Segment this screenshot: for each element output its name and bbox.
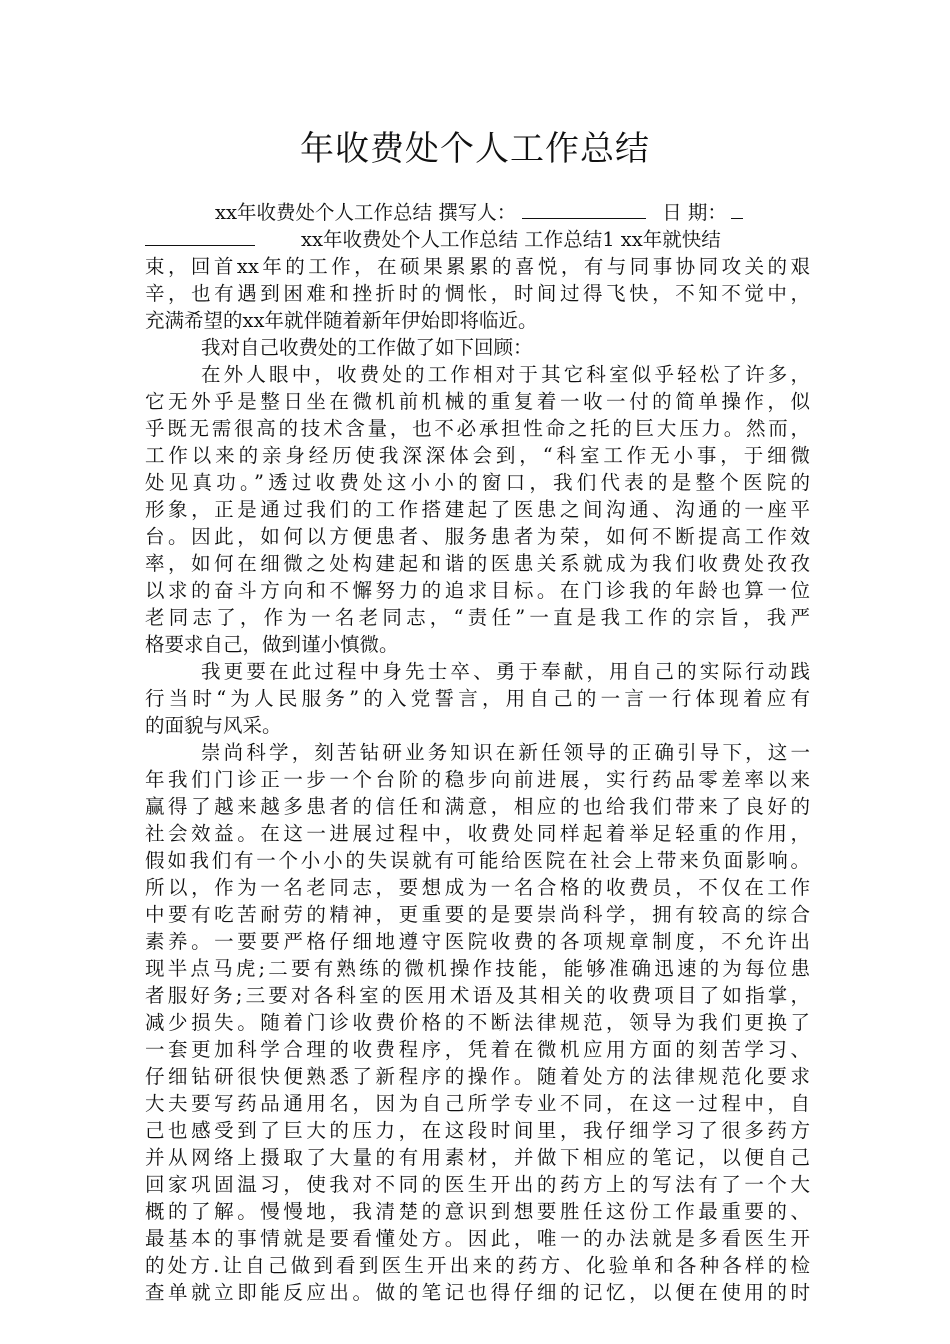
text-line: 老同志了，作为一名老同志，“责任”一直是我工作的宗旨，我严	[145, 606, 810, 629]
text-line: 工作以来的亲身经历使我深深体会到，“科室工作无小事，于细微	[145, 444, 810, 467]
meta-lead: xx年收费处个人工作总结 撰写人：	[215, 201, 517, 224]
text-line: 仔细钻研很快便熟悉了新程序的操作。随着处方的法律规范化要求	[145, 1065, 810, 1088]
paragraph-start: 在外人眼中，收费处的工作相对于其它科室似乎轻松了许多，	[201, 363, 810, 386]
text-line: 充满希望的xx年就伴随着新年伊始即将临近。	[145, 309, 538, 332]
text-line: 赢得了越来越多患者的信任和满意，相应的也给我们带来了良好的	[145, 795, 810, 818]
document-body	[145, 199, 810, 1306]
text-line: 所以，作为一名老同志，要想成为一名合格的收费员，不仅在工作	[145, 876, 810, 899]
text-line: 格要求自己，做到谨小慎微。	[145, 633, 399, 656]
text-line: 素养。一要要严格仔细地遵守医院收费的各项规章制度，不允许出	[145, 930, 810, 953]
meta-line-2-text: xx年收费处个人工作总结 工作总结1 xx年就快结	[301, 228, 721, 251]
paragraph-start: 崇尚科学，刻苦钻研业务知识在新任领导的正确引导下，这一	[201, 741, 810, 764]
text-line: 率，如何在细微之处构建起和谐的医患关系就成为我们收费处孜孜	[145, 552, 810, 575]
text-line: 台。因此，如何以方便患者、服务患者为荣，如何不断提高工作效	[145, 525, 810, 548]
text-line: 处见真功。”透过收费处这小小的窗口，我们代表的是整个医院的	[145, 471, 810, 494]
text-line: 一套更加科学合理的收费程序，凭着在微机应用方面的刻苦学习、	[145, 1038, 810, 1061]
text-line: 并从网络上摄取了大量的有用素材，并做下相应的笔记，以便自己	[145, 1146, 810, 1169]
date-label: 日 期：	[662, 201, 727, 224]
text-line: 中要有吃苦耐劳的精神，更重要的是要崇尚科学，拥有较高的综合	[145, 903, 810, 926]
text-line: 最基本的事情就是要看懂处方。因此，唯一的办法就是多看医生开	[145, 1227, 810, 1250]
text-line: 年我们门诊正一步一个台阶的稳步向前进展，实行药品零差率以来	[145, 768, 810, 791]
date-blank-start	[731, 200, 743, 219]
text-line: 己也感受到了巨大的压力，在这段时间里，我仔细学习了很多药方	[145, 1119, 810, 1142]
text-line: 回家巩固温习，使我对不同的医生开出的药方上的写法有了一个大	[145, 1173, 810, 1196]
text-line: 行当时“为人民服务”的入党誓言，用自己的一言一行体现着应有	[145, 687, 810, 710]
text-line: 假如我们有一个小小的失误就有可能给医院在社会上带来负面影响。	[145, 849, 810, 872]
author-blank	[522, 200, 646, 219]
text-line: 形象，正是通过我们的工作搭建起了医患之间沟通、沟通的一座平	[145, 498, 810, 521]
text-line: 减少损失。随着门诊收费价格的不断法律规范，领导为我们更换了	[145, 1011, 810, 1034]
text-line: 乎既无需很高的技术含量，也不必承担性命之托的巨大压力。然而，	[145, 417, 810, 440]
date-blank-end	[145, 227, 255, 246]
text-line: 概的了解。慢慢地，我清楚的意识到想要胜任这份工作最重要的、	[145, 1200, 810, 1223]
text-line: 的处方.让自己做到看到医生开出来的药方、化验单和各种各样的检	[145, 1254, 810, 1277]
paragraph-start: 我对自己收费处的工作做了如下回顾：	[201, 336, 533, 359]
text-line: 现半点马虎;二要有熟练的微机操作技能，能够准确迅速的为每位患	[145, 957, 810, 980]
document-title: 年收费处个人工作总结	[300, 129, 650, 169]
meta-line-2	[145, 226, 810, 253]
text-line: 以求的奋斗方向和不懈努力的追求目标。在门诊我的年龄也算一位	[145, 579, 810, 602]
text-line: 辛，也有遇到困难和挫折时的惆怅，时间过得飞快，不知不觉中，	[145, 282, 810, 305]
meta-line	[145, 199, 810, 226]
text-line: 查单就立即能反应出。做的笔记也得仔细的记忆，以便在使用的时	[145, 1281, 810, 1304]
text-line: 者服好务;三要对各科室的医用术语及其相关的收费项目了如指掌，	[145, 984, 810, 1007]
text-line: 束，回首xx年的工作，在硕果累累的喜悦，有与同事协同攻关的艰	[145, 255, 810, 278]
text-line: 它无外乎是整日坐在微机前机械的重复着一收一付的简单操作，似	[145, 390, 810, 413]
text-line: 的面貌与风采。	[145, 714, 282, 737]
text-line: 社会效益。在这一进展过程中，收费处同样起着举足轻重的作用，	[145, 822, 810, 845]
text-line: 大夫要写药品通用名，因为自己所学专业不同，在这一过程中，自	[145, 1092, 810, 1115]
paragraph-start: 我更要在此过程中身先士卒、勇于奉献，用自己的实际行动践	[201, 660, 810, 683]
